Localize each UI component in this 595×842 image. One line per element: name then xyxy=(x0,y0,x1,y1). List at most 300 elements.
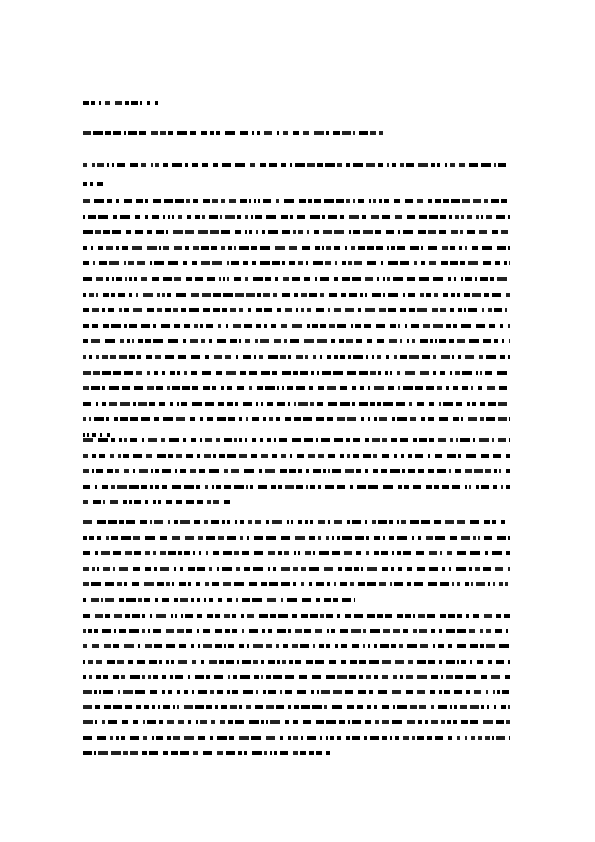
paragraph-text-run xyxy=(480,402,485,406)
paragraph-text-run xyxy=(213,551,219,555)
paragraph-text-run xyxy=(461,536,470,540)
paragraph-text-run xyxy=(313,644,315,648)
paragraph-text-run xyxy=(508,567,510,571)
paragraph-text-run xyxy=(93,261,95,265)
paragraph-text-run xyxy=(268,230,278,234)
paragraph-text-run xyxy=(278,551,282,555)
paragraph-text-run xyxy=(99,261,107,265)
paragraph-text-run xyxy=(153,339,163,343)
paragraph-text-run xyxy=(329,293,337,297)
paragraph-text-run xyxy=(396,402,405,406)
paragraph-text-run xyxy=(230,339,237,343)
paragraph-text-run xyxy=(484,520,490,524)
paragraph-text-run xyxy=(397,371,400,375)
paragraph-text-run xyxy=(285,417,291,421)
paragraph-text-run xyxy=(123,500,127,504)
paragraph-text-run xyxy=(369,660,379,664)
paragraph-text-run xyxy=(115,469,119,473)
paragraph-text-run xyxy=(387,277,390,281)
paragraph-text-run xyxy=(337,163,342,167)
paragraph-text-run xyxy=(454,690,462,694)
paragraph-text-run xyxy=(305,520,308,524)
paragraph-text-run xyxy=(493,582,495,586)
paragraph-text-run xyxy=(256,308,262,312)
paragraph-text-run xyxy=(243,261,248,265)
paragraph-text-run xyxy=(272,261,280,265)
title-text-run xyxy=(264,131,272,135)
paragraph-text-run xyxy=(323,230,332,234)
paragraph-text-run xyxy=(316,417,324,421)
paragraph-text-run xyxy=(271,485,276,489)
paragraph-text-run xyxy=(332,705,342,709)
paragraph-text-run xyxy=(486,690,488,694)
paragraph-text-run xyxy=(279,438,287,442)
paragraph-text-run xyxy=(162,690,165,694)
paragraph-text-run xyxy=(413,629,417,633)
paragraph-text-run xyxy=(224,485,231,489)
paragraph-text-run xyxy=(103,230,110,234)
paragraph-text-run xyxy=(367,582,376,586)
paragraph-text-run xyxy=(470,705,479,709)
paragraph-text-run xyxy=(132,614,140,618)
paragraph-text-run xyxy=(298,520,302,524)
paragraph-text-run xyxy=(340,215,344,219)
paragraph-text-run xyxy=(246,705,251,709)
paragraph-text-run xyxy=(349,215,359,219)
paragraph-text-run xyxy=(320,277,329,281)
paragraph-text-run xyxy=(309,567,319,571)
paragraph-text-run xyxy=(293,230,296,234)
paragraph-text-run xyxy=(497,536,506,540)
paragraph-text-run xyxy=(218,536,224,540)
paragraph-text-run xyxy=(448,644,452,648)
paragraph-text-run xyxy=(341,644,347,648)
paragraph-text-run xyxy=(370,629,380,633)
paragraph-text-run xyxy=(476,582,485,586)
paragraph-text-run xyxy=(254,355,256,359)
paragraph-text-run xyxy=(228,720,233,724)
paragraph-text-run xyxy=(280,736,283,740)
paragraph-text-run xyxy=(313,469,321,473)
paragraph-text-run xyxy=(244,751,247,755)
paragraph-text-run xyxy=(104,705,111,709)
paragraph-text-run xyxy=(312,705,322,709)
paragraph-text-run xyxy=(173,308,178,312)
paragraph-text-run xyxy=(207,500,211,504)
paragraph-text-run xyxy=(345,567,352,571)
paragraph-text-run xyxy=(405,614,411,618)
paragraph-text-run xyxy=(457,614,462,618)
paragraph-text-run xyxy=(319,644,324,648)
paragraph-text-run xyxy=(407,339,409,343)
paragraph-text-run xyxy=(152,705,155,709)
paragraph-text-run xyxy=(282,660,286,664)
paragraph-text-run xyxy=(210,736,213,740)
paragraph-text-run xyxy=(295,536,305,540)
paragraph-text-run xyxy=(372,293,381,297)
paragraph-text-run xyxy=(235,293,244,297)
paragraph-text-run xyxy=(174,567,176,571)
paragraph-text-run xyxy=(318,536,321,540)
paragraph-text-run xyxy=(168,520,170,524)
paragraph-text-run xyxy=(141,417,150,421)
paragraph-text-run xyxy=(240,536,243,540)
paragraph-text-run xyxy=(319,551,329,555)
paragraph-text-run xyxy=(322,246,324,250)
paragraph-text-run xyxy=(266,536,276,540)
paragraph-text-run xyxy=(227,520,230,524)
paragraph-text-run xyxy=(317,402,323,406)
paragraph-text-run xyxy=(145,567,151,571)
paragraph-text-run xyxy=(353,438,360,442)
paragraph-text-run xyxy=(83,469,89,473)
paragraph-text-run xyxy=(309,293,317,297)
paragraph-text-run xyxy=(366,536,369,540)
paragraph-text-run xyxy=(83,660,85,664)
paragraph-text-run xyxy=(306,660,313,664)
paragraph-text-run xyxy=(305,355,308,359)
paragraph-text-run xyxy=(316,582,324,586)
paragraph-text-run xyxy=(96,355,99,359)
paragraph-text-run xyxy=(266,736,275,740)
paragraph-text-run xyxy=(428,582,437,586)
paragraph-text-run xyxy=(246,485,248,489)
paragraph-text-run xyxy=(428,246,437,250)
paragraph-text-run xyxy=(271,324,276,328)
paragraph-text-run xyxy=(435,454,442,458)
paragraph-text-run xyxy=(168,454,173,458)
paragraph-text-run xyxy=(235,230,241,234)
paragraph-text-run xyxy=(106,536,109,540)
paragraph-text-run xyxy=(181,402,187,406)
paragraph-text-run xyxy=(434,293,438,297)
paragraph-text-run xyxy=(388,308,396,312)
paragraph-text-run xyxy=(216,438,220,442)
paragraph-text-run xyxy=(241,614,244,618)
paragraph-text-run xyxy=(119,438,122,442)
paragraph-text-run xyxy=(334,246,340,250)
paragraph-text-run xyxy=(324,705,327,709)
paragraph-text-run xyxy=(227,261,229,265)
paragraph-text-run xyxy=(395,660,404,664)
paragraph-text-run xyxy=(451,199,460,203)
paragraph-text-run xyxy=(101,598,103,602)
paragraph-text-run xyxy=(145,644,152,648)
paragraph-text-run xyxy=(491,675,500,679)
paragraph-text-run xyxy=(118,690,120,694)
paragraph-text-run xyxy=(417,402,424,406)
paragraph-text-run xyxy=(105,614,110,618)
paragraph-text-run xyxy=(124,308,129,312)
paragraph-text-run xyxy=(492,551,502,555)
paragraph-text-run xyxy=(496,736,505,740)
paragraph-text-run xyxy=(460,261,465,265)
paragraph-text-run xyxy=(432,308,438,312)
paragraph-text-run xyxy=(364,736,367,740)
paragraph-text-run xyxy=(383,629,390,633)
paragraph-text-run xyxy=(378,520,387,524)
paragraph-text-run xyxy=(244,469,254,473)
paragraph-text-run xyxy=(149,751,158,755)
paragraph-text-run xyxy=(493,690,495,694)
paragraph-text-run xyxy=(126,598,136,602)
paragraph-text-run xyxy=(494,163,496,167)
paragraph-text-run xyxy=(475,277,477,281)
paragraph-text-run xyxy=(290,454,292,458)
paragraph-text-run xyxy=(116,199,119,203)
paragraph-text-run xyxy=(368,644,370,648)
paragraph-text-run xyxy=(207,614,213,618)
paragraph-text-run xyxy=(184,705,193,709)
paragraph-text-run xyxy=(156,736,163,740)
paragraph-text-run xyxy=(197,614,202,618)
paragraph-text-run xyxy=(83,500,88,504)
paragraph-text-run xyxy=(222,520,225,524)
paragraph-text-run xyxy=(212,386,216,390)
paragraph-text-run xyxy=(261,371,270,375)
paragraph-text-run xyxy=(150,690,157,694)
paragraph-text-run xyxy=(307,736,316,740)
paragraph-text-run xyxy=(400,261,409,265)
paragraph-text-run xyxy=(392,551,394,555)
paragraph-text-run xyxy=(425,720,428,724)
paragraph-text-run xyxy=(355,324,361,328)
paragraph-text-run xyxy=(124,644,134,648)
paragraph-text-run xyxy=(394,355,397,359)
paragraph-text-run xyxy=(154,371,158,375)
paragraph-text-run xyxy=(440,371,445,375)
paragraph-text-run xyxy=(170,675,173,679)
paragraph-text-run xyxy=(221,705,227,709)
paragraph-text-run xyxy=(332,551,340,555)
paragraph-text-run xyxy=(92,308,99,312)
paragraph-text-run xyxy=(464,293,470,297)
paragraph-text-run xyxy=(159,246,161,250)
paragraph-text-run xyxy=(83,485,90,489)
paragraph-text-run xyxy=(497,277,507,281)
paragraph-text-run xyxy=(167,293,171,297)
paragraph-text-run xyxy=(119,308,122,312)
paragraph-text-run xyxy=(282,230,290,234)
paragraph-text-run xyxy=(90,182,93,186)
paragraph-text-run xyxy=(474,690,481,694)
paragraph-text-run xyxy=(413,614,415,618)
paragraph-text-run xyxy=(352,644,359,648)
paragraph-text-run xyxy=(288,736,291,740)
paragraph-text-run xyxy=(456,402,462,406)
paragraph-text-run xyxy=(205,582,209,586)
paragraph-text-run xyxy=(435,199,441,203)
paragraph-text-run xyxy=(98,438,108,442)
paragraph-text-run xyxy=(107,660,115,664)
paragraph-text-run xyxy=(337,736,341,740)
paragraph-text-run xyxy=(254,551,263,555)
paragraph-text-run xyxy=(372,355,374,359)
paragraph-text-run xyxy=(257,386,263,390)
paragraph-text-run xyxy=(340,454,344,458)
paragraph-text-run xyxy=(266,215,276,219)
paragraph-text-run xyxy=(400,675,403,679)
paragraph-text-run xyxy=(195,675,204,679)
paragraph-text-run xyxy=(187,215,191,219)
paragraph-text-run xyxy=(365,277,373,281)
paragraph-text-run xyxy=(440,308,446,312)
paragraph-text-run xyxy=(245,438,247,442)
paragraph-text-run xyxy=(506,293,510,297)
paragraph-text-run xyxy=(281,567,290,571)
paragraph-text-run xyxy=(283,644,288,648)
paragraph-text-run xyxy=(285,485,294,489)
paragraph-text-run xyxy=(504,261,507,265)
paragraph-text-run xyxy=(248,308,251,312)
paragraph-text-run xyxy=(325,261,331,265)
paragraph-text-run xyxy=(358,690,366,694)
paragraph-text-run xyxy=(337,614,340,618)
paragraph-text-run xyxy=(306,469,309,473)
paragraph-text-run xyxy=(325,163,335,167)
paragraph-text-run xyxy=(374,551,379,555)
paragraph-text-run xyxy=(441,675,443,679)
paragraph-text-run xyxy=(493,454,501,458)
paragraph-text-run xyxy=(442,246,448,250)
paragraph-text-run xyxy=(145,339,151,343)
header-text-run xyxy=(125,101,129,105)
paragraph-text-run xyxy=(281,536,290,540)
paragraph-text-run xyxy=(178,355,186,359)
paragraph-text-run xyxy=(260,438,263,442)
paragraph-text-run xyxy=(403,230,413,234)
paragraph-text-run xyxy=(486,355,496,359)
paragraph-text-run xyxy=(83,582,89,586)
paragraph-text-run xyxy=(480,644,484,648)
paragraph-text-run xyxy=(340,355,345,359)
paragraph-text-run xyxy=(168,551,176,555)
paragraph-text-run xyxy=(109,402,117,406)
paragraph-text-run xyxy=(499,469,501,473)
paragraph-text-run xyxy=(439,629,442,633)
paragraph-text-run xyxy=(387,246,389,250)
paragraph-text-run xyxy=(268,551,275,555)
paragraph-text-run xyxy=(278,485,282,489)
title-text-run xyxy=(105,131,111,135)
paragraph-text-run xyxy=(295,163,305,167)
paragraph-text-run xyxy=(209,215,218,219)
paragraph-text-run xyxy=(465,355,474,359)
paragraph-text-run xyxy=(298,261,303,265)
paragraph-text-run xyxy=(136,705,141,709)
paragraph-text-run xyxy=(458,355,461,359)
paragraph-text-run xyxy=(443,293,448,297)
paragraph-text-run xyxy=(417,736,424,740)
paragraph-text-run xyxy=(287,598,297,602)
paragraph-text-run xyxy=(263,417,266,421)
paragraph-text-run xyxy=(382,720,389,724)
paragraph-text-run xyxy=(249,199,251,203)
paragraph-text-run xyxy=(83,371,91,375)
paragraph-text-run xyxy=(476,324,485,328)
paragraph-text-run xyxy=(153,500,156,504)
paragraph-text-run xyxy=(292,324,302,328)
paragraph-text-run xyxy=(172,536,180,540)
paragraph-text-run xyxy=(83,199,90,203)
paragraph-text-run xyxy=(364,324,371,328)
paragraph-text-run xyxy=(181,308,186,312)
paragraph-text-run xyxy=(144,598,150,602)
title-text-run xyxy=(283,131,288,135)
paragraph-text-run xyxy=(466,454,476,458)
paragraph-text-run xyxy=(91,339,100,343)
paragraph-text-run xyxy=(298,469,302,473)
paragraph-text-run xyxy=(261,454,268,458)
title-text-run xyxy=(370,131,376,135)
paragraph-text-run xyxy=(465,277,472,281)
paragraph-text-run xyxy=(344,551,352,555)
paragraph-text-run xyxy=(455,675,463,679)
paragraph-text-run xyxy=(483,339,491,343)
paragraph-text-run xyxy=(381,261,383,265)
paragraph-text-run xyxy=(83,675,86,679)
paragraph-text-run xyxy=(462,386,468,390)
paragraph-text-run xyxy=(141,163,146,167)
paragraph-text-run xyxy=(437,386,442,390)
paragraph-text-run xyxy=(345,308,354,312)
paragraph-text-run xyxy=(333,598,338,602)
paragraph-text-run xyxy=(400,308,406,312)
paragraph-text-run xyxy=(215,705,218,709)
paragraph-text-run xyxy=(224,438,232,442)
paragraph-text-run xyxy=(150,520,152,524)
paragraph-text-run xyxy=(96,277,103,281)
paragraph-text-run xyxy=(300,371,308,375)
paragraph-text-run xyxy=(111,485,115,489)
paragraph-text-run xyxy=(232,629,237,633)
paragraph-text-run xyxy=(179,582,186,586)
paragraph-text-run xyxy=(192,660,196,664)
paragraph-text-run xyxy=(328,520,330,524)
paragraph-text-run xyxy=(114,629,116,633)
paragraph-text-run xyxy=(133,567,140,571)
paragraph-text-run xyxy=(107,199,112,203)
paragraph-text-run xyxy=(465,246,467,250)
paragraph-text-run xyxy=(239,417,242,421)
paragraph-text-run xyxy=(295,660,301,664)
paragraph-text-run xyxy=(186,199,190,203)
paragraph-text-run xyxy=(459,163,465,167)
paragraph-text-run xyxy=(479,230,487,234)
paragraph-text-run xyxy=(280,469,287,473)
paragraph-text-run xyxy=(282,371,291,375)
paragraph-text-run xyxy=(99,454,105,458)
paragraph-text-run xyxy=(227,690,230,694)
paragraph-text-run xyxy=(457,736,460,740)
paragraph-text-run xyxy=(403,386,413,390)
paragraph-text-run xyxy=(450,438,453,442)
paragraph-text-run xyxy=(289,261,295,265)
paragraph-text-run xyxy=(202,215,205,219)
paragraph-text-run xyxy=(186,454,193,458)
paragraph-text-run xyxy=(141,324,150,328)
paragraph-text-run xyxy=(105,339,115,343)
header-text-run xyxy=(91,101,95,105)
paragraph-text-run xyxy=(158,500,161,504)
paragraph-text-run xyxy=(152,736,154,740)
paragraph-text-run xyxy=(204,598,206,602)
paragraph-text-run xyxy=(100,433,102,437)
paragraph-text-run xyxy=(487,705,489,709)
paragraph-text-run xyxy=(191,293,199,297)
title-text-run xyxy=(326,131,329,135)
paragraph-text-run xyxy=(293,582,296,586)
